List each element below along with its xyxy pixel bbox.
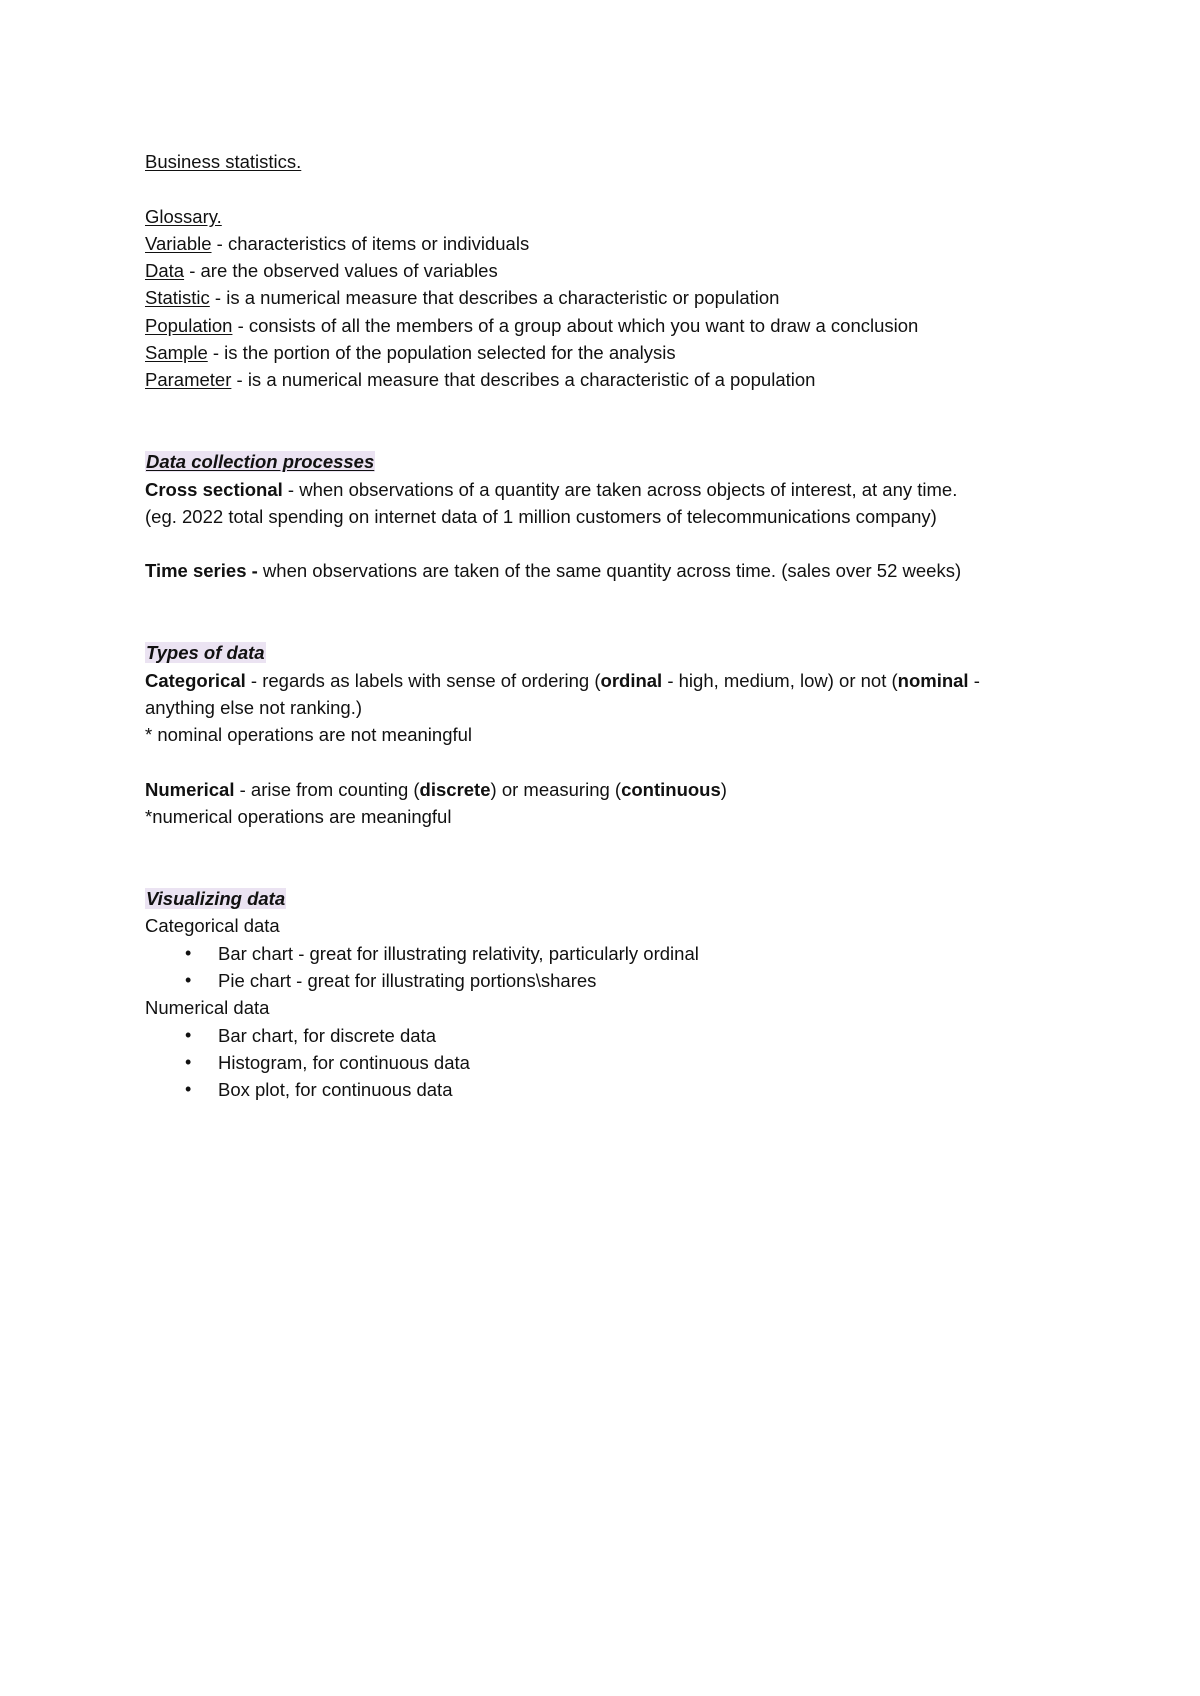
glossary-term: Sample [145, 342, 208, 364]
list-item [145, 1049, 1085, 1076]
glossary-term: Variable [145, 232, 212, 254]
time-series-term: Time series - [145, 560, 258, 582]
glossary-term: Parameter [145, 369, 232, 391]
categorical-chart-list [145, 940, 1085, 995]
section-heading: Visualizing data [146, 888, 286, 910]
section-heading: Data collection processes [146, 451, 375, 473]
categorical-text: - high, medium, low) or not ( [662, 669, 898, 691]
glossary-definition: - is a numerical measure that describes a characteristic or population [209, 287, 780, 309]
numerical-text: - arise from counting ( [234, 778, 420, 800]
numerical-line [145, 776, 1085, 803]
glossary-entry [145, 284, 1085, 311]
list-item-text: Histogram, for continuous data [218, 1051, 470, 1073]
continuous-term: continuous [621, 778, 721, 800]
categorical-text: - regards as labels with sense of ordering ( [245, 669, 601, 691]
list-item-text: Bar chart - great for illustrating relativity, particularly ordinal [218, 942, 699, 964]
time-series-text: when observations are taken of the same quantity across time. (sales over 52 weeks) [257, 560, 962, 582]
discrete-term: discrete [419, 778, 491, 800]
bullet-icon: • [185, 942, 192, 963]
categorical-term: Categorical [145, 669, 246, 691]
cross-sectional-text: - when observations of a quantity are taken across objects of interest, at any time. [282, 478, 958, 500]
visualizing-heading [145, 885, 1085, 912]
glossary-heading-text: Glossary. [145, 205, 222, 227]
numerical-note: *numerical operations are meaningful [145, 806, 452, 828]
glossary-heading [145, 203, 1085, 230]
glossary-term: Population [145, 314, 233, 336]
title-text: Business statistics. [145, 151, 302, 172]
cross-sectional-example: (eg. 2022 total spending on internet data of 1 million customers of telecommunications company) [145, 505, 937, 527]
list-item [145, 1022, 1085, 1049]
list-item [145, 967, 1085, 994]
glossary-entry [145, 230, 1085, 257]
glossary-entry [145, 312, 1085, 339]
glossary-entry [145, 257, 1085, 284]
cross-sectional-line [145, 476, 1085, 503]
list-item-text: Box plot, for continuous data [218, 1079, 453, 1101]
glossary-definition: - is a numerical measure that describes a characteristic of a population [231, 369, 816, 391]
list-item [145, 1076, 1085, 1103]
glossary-entry [145, 339, 1085, 366]
categorical-line [145, 667, 1085, 694]
glossary-definition: - consists of all the members of a group about which you want to draw a conclusion [232, 314, 919, 336]
numerical-text: ) [720, 778, 727, 800]
ordinal-term: ordinal [600, 669, 663, 691]
document-title [145, 148, 1085, 175]
nominal-term: nominal [897, 669, 969, 691]
bullet-icon: • [185, 1079, 192, 1100]
bullet-icon: • [185, 1051, 192, 1072]
time-series-line [145, 557, 1085, 584]
categorical-data-label: Categorical data [145, 915, 280, 937]
categorical-continuation: anything else not ranking.) [145, 696, 362, 718]
categorical-note: * nominal operations are not meaningful [145, 724, 473, 746]
types-of-data-heading [145, 639, 1085, 666]
document-body [145, 148, 1085, 1103]
numerical-data-label: Numerical data [145, 997, 270, 1019]
glossary-entry [145, 366, 1085, 393]
numerical-text: ) or measuring ( [490, 778, 622, 800]
glossary-term: Statistic [145, 287, 210, 309]
list-item [145, 940, 1085, 967]
bullet-icon: • [185, 969, 192, 990]
numerical-term: Numerical [145, 778, 235, 800]
numerical-chart-list [145, 1022, 1085, 1104]
section-heading: Types of data [146, 642, 265, 664]
categorical-text: - [968, 669, 980, 691]
glossary-term: Data [145, 260, 185, 282]
bullet-icon: • [185, 1024, 192, 1045]
list-item-text: Pie chart - great for illustrating portions\shares [218, 969, 597, 991]
glossary-definition: - characteristics of items or individuals [211, 232, 530, 254]
glossary-definition: - are the observed values of variables [184, 260, 498, 282]
cross-sectional-term: Cross sectional [145, 478, 283, 500]
glossary-definition: - is the portion of the population selected for the analysis [207, 342, 676, 364]
list-item-text: Bar chart, for discrete data [218, 1024, 436, 1046]
data-collection-heading [145, 448, 1085, 475]
